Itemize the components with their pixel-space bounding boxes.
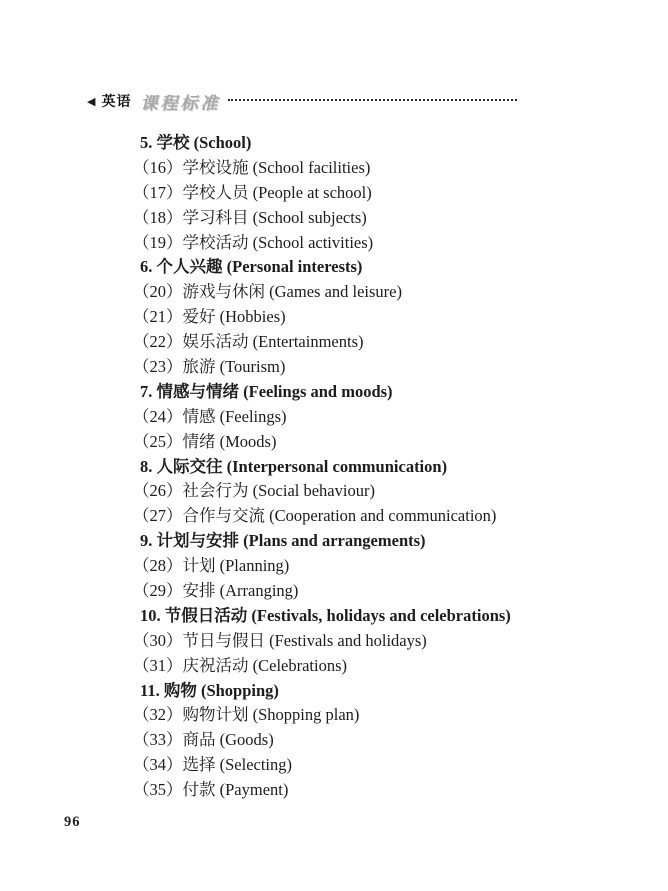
section-heading: 11. 购物 (Shopping)	[140, 680, 279, 700]
topic-item: （21）爱好 (Hobbies)	[133, 307, 286, 327]
section-heading: 5. 学校 (School)	[140, 133, 252, 152]
dotted-leader-rule	[228, 99, 517, 101]
topic-item: （25）情绪 (Moods)	[133, 431, 277, 451]
left-triangle-icon: ◀	[87, 94, 96, 108]
topic-item: （35）付款 (Payment)	[133, 780, 289, 800]
topic-item: （33）商品 (Goods)	[133, 730, 274, 750]
series-title-label: 课程标准	[140, 93, 221, 113]
page-number: 96	[64, 814, 81, 830]
section-heading: 6. 个人兴趣 (Personal interests)	[140, 257, 363, 277]
topic-list	[133, 131, 511, 803]
topic-item: （17）学校人员 (People at school)	[133, 182, 372, 202]
section-heading: 7. 情感与情绪 (Feelings and moods)	[140, 381, 393, 401]
topic-item: （34）选择 (Selecting)	[133, 755, 293, 775]
topic-item: （27）合作与交流 (Cooperation and communication)	[133, 506, 497, 526]
topic-item: （29）安排 (Arranging)	[133, 581, 299, 601]
topic-item: （20）游戏与休闲 (Games and leisure)	[133, 282, 402, 302]
section-heading: 8. 人际交往 (Interpersonal communication)	[140, 456, 448, 476]
running-head	[87, 90, 517, 112]
topic-item: （28）计划 (Planning)	[133, 556, 290, 576]
topic-item: （32）购物计划 (Shopping plan)	[133, 705, 360, 725]
topic-item: （18）学习科目 (School subjects)	[133, 207, 367, 227]
section-heading: 9. 计划与安排 (Plans and arrangements)	[140, 531, 426, 551]
topic-item: （24）情感 (Feelings)	[133, 406, 287, 426]
subject-label: 英语	[101, 93, 132, 109]
section-heading: 10. 节假日活动 (Festivals, holidays and celebrations)	[140, 605, 511, 625]
topic-item: （26）社会行为 (Social behaviour)	[133, 481, 375, 501]
topic-item: （22）娱乐活动 (Entertainments)	[133, 332, 364, 352]
topic-item: （23）旅游 (Tourism)	[133, 357, 286, 377]
topic-item: （31）庆祝活动 (Celebrations)	[133, 655, 348, 675]
topic-item: （16）学校设施 (School facilities)	[133, 157, 371, 177]
topic-item: （30）节日与假日 (Festivals and holidays)	[133, 630, 427, 650]
topic-item: （19）学校活动 (School activities)	[133, 232, 374, 252]
